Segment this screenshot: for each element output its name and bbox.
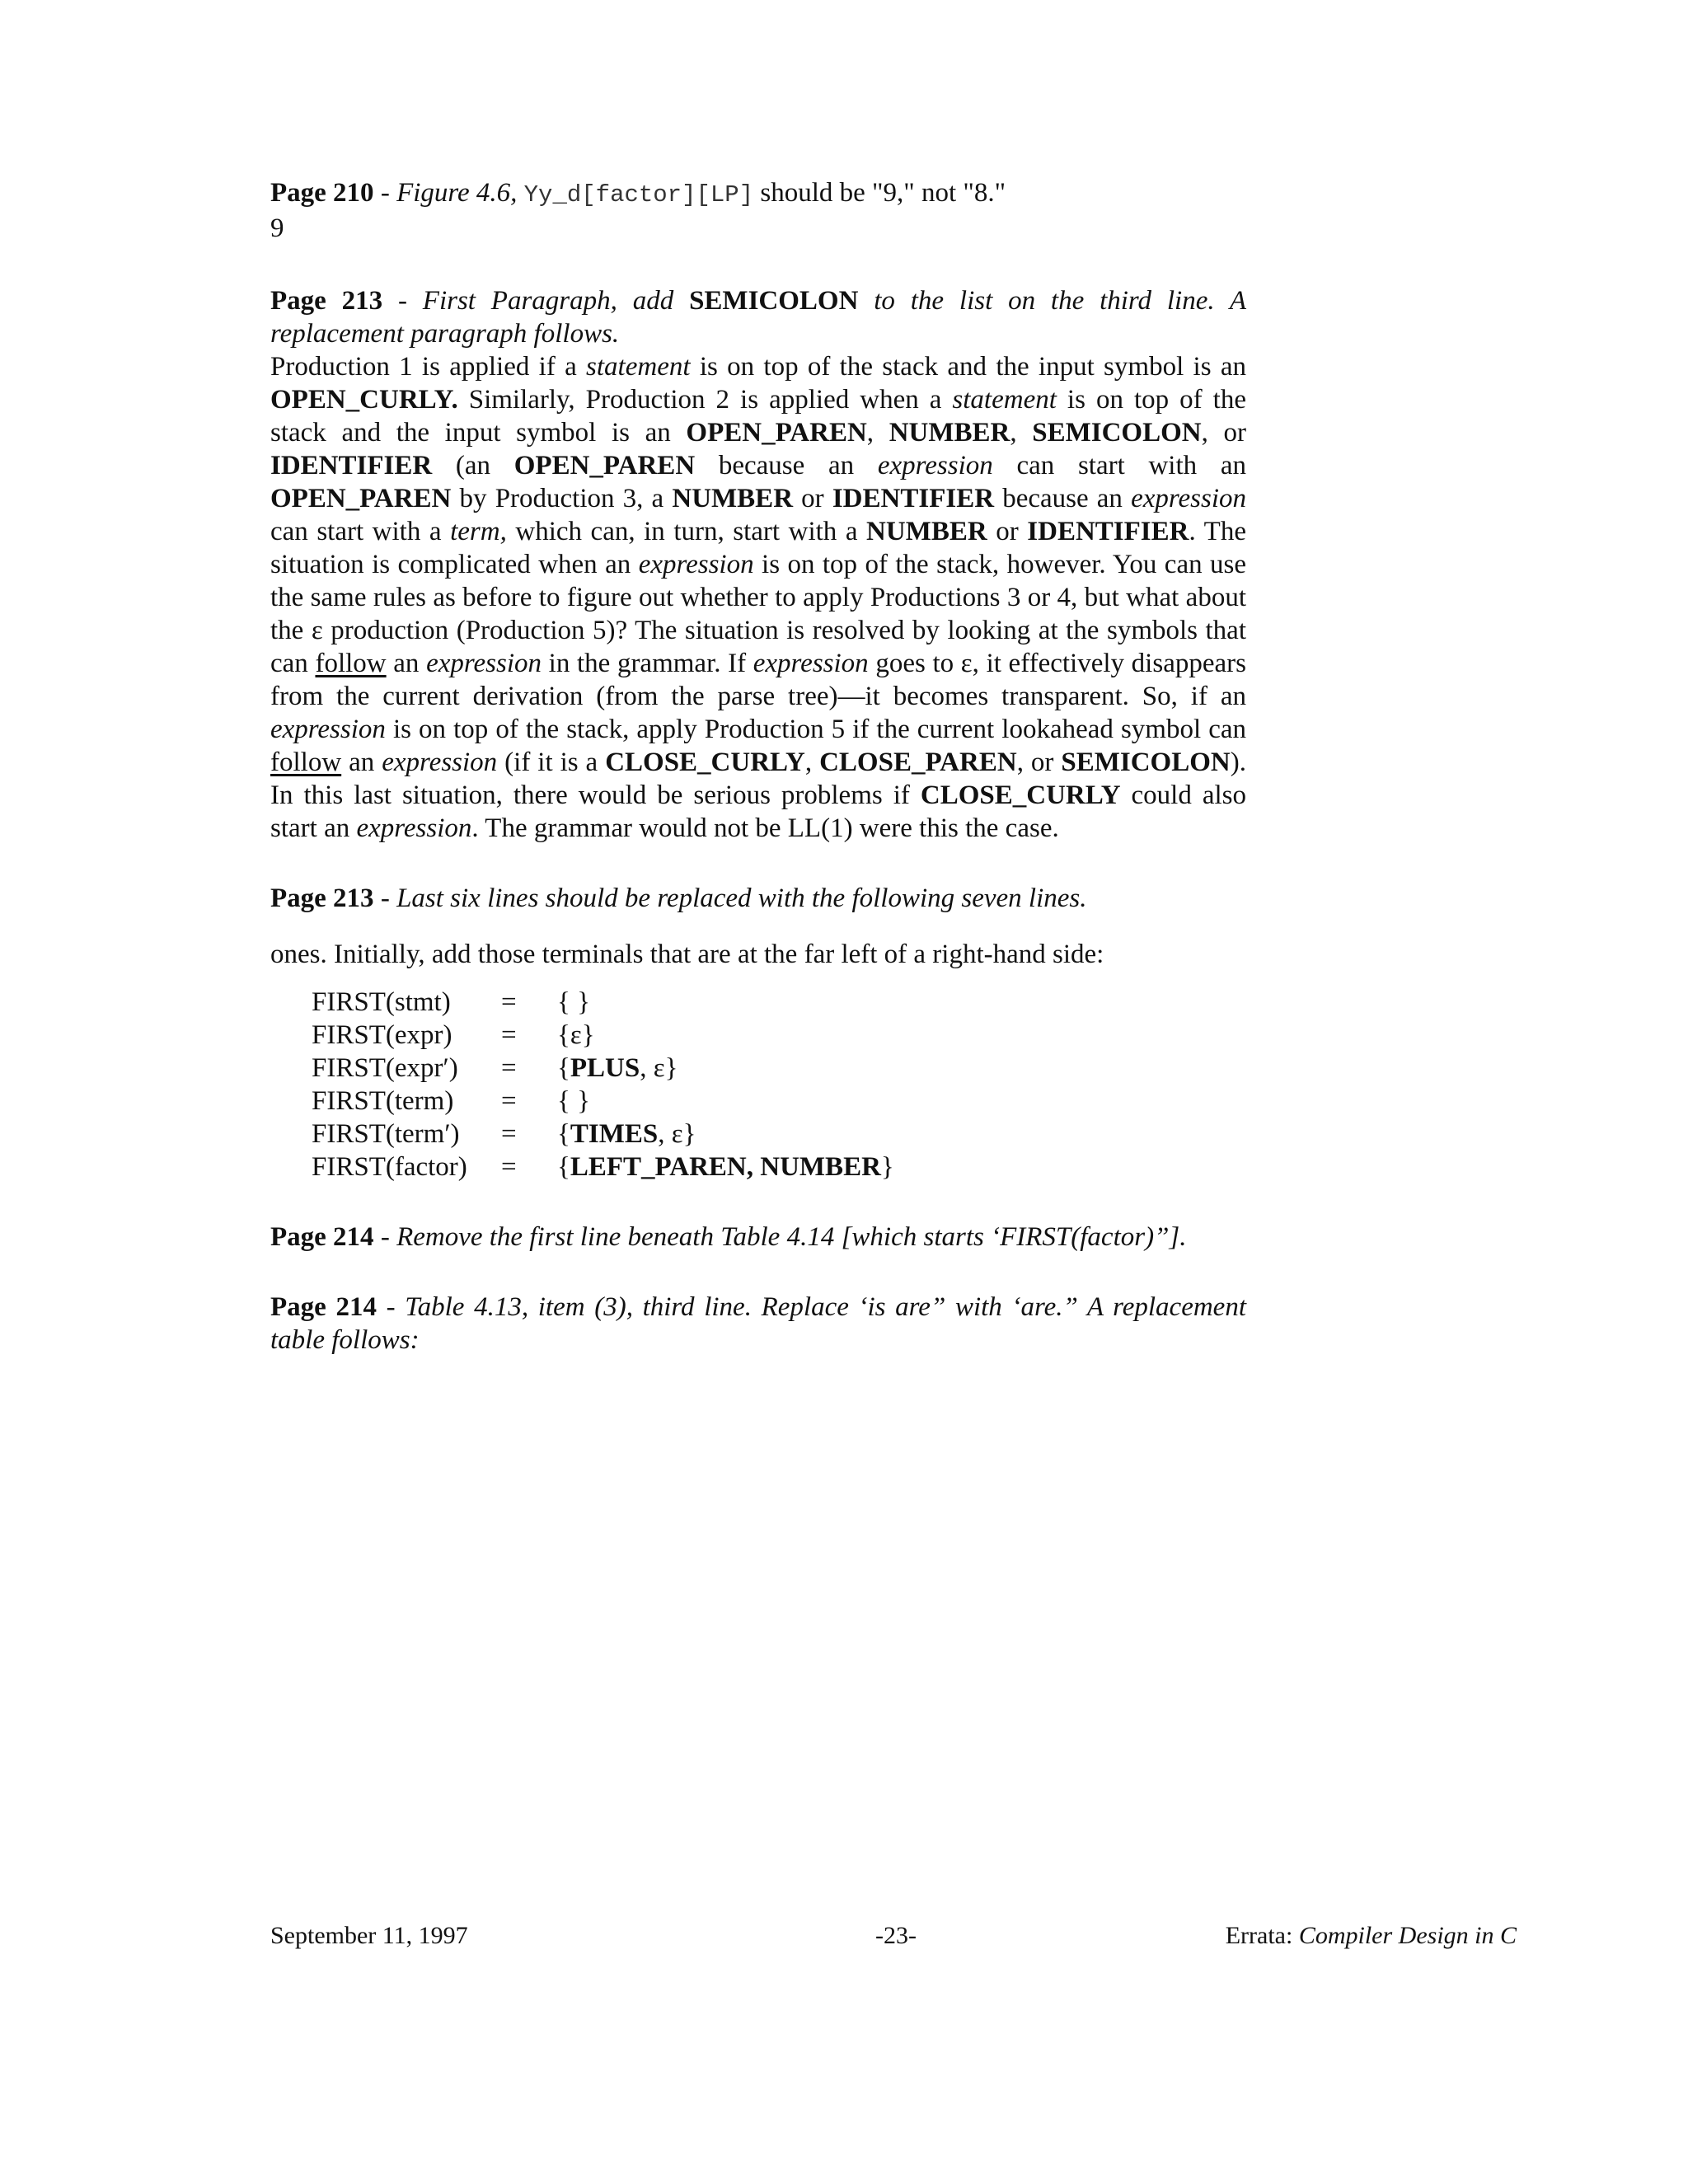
token-name: SEMICOLON (1032, 418, 1202, 448)
first-set-lhs: FIRST(factor) (312, 1152, 467, 1182)
first-set-table (312, 986, 894, 1183)
brace-open: { (557, 1119, 570, 1149)
equals-sign: = (501, 1086, 517, 1116)
entry-heading (270, 176, 1246, 212)
token-name: IDENTIFIER (1027, 517, 1189, 546)
equals-sign: = (501, 1053, 517, 1083)
brace-close: } (570, 1086, 590, 1116)
brace-close: } (581, 1020, 595, 1050)
text-run: , or (1016, 748, 1062, 777)
text-run: Production 1 is applied if a (270, 352, 587, 382)
italic-term: expression (382, 748, 498, 777)
token-name: NUMBER (866, 517, 987, 546)
italic-term: statement (586, 352, 691, 382)
first-set-row (312, 986, 894, 1019)
entry-heading (270, 284, 1246, 350)
brace-close: } (570, 987, 590, 1017)
first-set-lhs: FIRST(term) (312, 1086, 454, 1116)
errata-entry-page-214-table (270, 1291, 1246, 1357)
first-set-value (557, 986, 894, 1019)
equals-sign: = (501, 987, 517, 1017)
set-member: , ε (658, 1119, 683, 1149)
instruction-text: to the list on the third line. A replacement paragraph follows. (270, 286, 1246, 349)
instruction-text: Last six lines should be replaced with the following seven lines. (396, 883, 1087, 913)
text-run: , (804, 748, 820, 777)
page-reference: Page 214 (270, 1222, 374, 1252)
italic-term: expression (1131, 484, 1246, 513)
brace-open: { (557, 1086, 570, 1116)
text-run: because an (994, 484, 1132, 513)
first-set-row (312, 1052, 894, 1085)
first-set-value (557, 1052, 894, 1085)
brace-open: { (557, 1053, 570, 1083)
brace-close: } (880, 1152, 894, 1182)
token-name: LEFT_PAREN, NUMBER (570, 1152, 881, 1182)
page-reference: Page 210 (270, 178, 374, 208)
separator-dash: - (382, 286, 423, 316)
text-run: an (386, 649, 427, 678)
brace-open: { (557, 1152, 570, 1182)
text-run: is on top of the stack and the input symbol is an (690, 352, 1246, 382)
first-set-lhs: FIRST(expr) (312, 1020, 452, 1050)
token-name: NUMBER (672, 484, 794, 513)
first-set-row (312, 1085, 894, 1118)
instruction-text: Remove the first line beneath Table 4.14 [which starts ‘FIRST(factor)”]. (396, 1222, 1187, 1252)
first-set-row (312, 1118, 894, 1151)
token-name: CLOSE_PAREN (819, 748, 1017, 777)
correction-value: 9 (270, 213, 284, 243)
underlined-term: follow (315, 649, 387, 678)
text-run: is on top of the stack and the input symbol is an (270, 385, 1246, 448)
separator-dash: - (373, 1222, 397, 1252)
keyword: SEMICOLON (689, 286, 859, 316)
footer-title (1226, 1922, 1517, 1950)
text-run: is on top of the stack, however. You can use the same rules as before to figure out whether to apply Productions 3 or 4, but what about the ε production (Production 5)? The situation is resolved by looking at the symbols that can (270, 550, 1247, 678)
text-run: (an (432, 451, 514, 480)
separator-dash: - (376, 1292, 406, 1322)
entry-heading (270, 882, 1246, 915)
text-run: , (866, 418, 889, 448)
text-run: . The grammar would not be LL(1) were this the case. (471, 813, 1059, 843)
text-run: ). In this last situation, there would be serious problems if (270, 748, 1246, 810)
instruction-text: Table 4.13, item (3), third line. Replace ‘is are” with ‘are.” A replacement table follows: (270, 1292, 1246, 1355)
equals-sign: = (501, 1119, 517, 1149)
brace-open: { (557, 987, 570, 1017)
errata-content (270, 176, 1246, 1357)
text-run: can start with an (992, 451, 1246, 480)
first-set-row (312, 1151, 894, 1183)
text-run: is on top of the stack, apply Production 5 if the current lookahead symbol can (385, 715, 1246, 744)
text-run: by Production 3, a (451, 484, 673, 513)
text-run: could also start an (270, 780, 1246, 843)
first-set-value (557, 1085, 894, 1118)
token-name: PLUS (570, 1053, 640, 1083)
set-member: , ε (640, 1053, 665, 1083)
footer-page-number: -23- (875, 1922, 917, 1949)
text-run: or (987, 517, 1028, 546)
page-reference: Page 213 (270, 286, 383, 316)
figure-reference: Figure 4.6, (396, 178, 518, 208)
token-name: OPEN_CURLY. (270, 385, 458, 415)
token-name: IDENTIFIER (832, 484, 995, 513)
first-set-value (557, 1151, 894, 1183)
token-name: SEMICOLON (1061, 748, 1231, 777)
equals-sign: = (501, 1020, 517, 1050)
token-name: OPEN_PAREN (686, 418, 867, 448)
first-set-row (312, 1019, 894, 1052)
first-set-lhs: FIRST(stmt) (312, 987, 451, 1017)
first-set-lhs: FIRST(expr′) (312, 1053, 458, 1083)
errata-entry-page-214-first-line (270, 1221, 1246, 1254)
first-set-value (557, 1118, 894, 1151)
token-name: TIMES (570, 1119, 659, 1149)
book-title: Compiler Design in C (1298, 1922, 1517, 1949)
brace-open: {ε (557, 1020, 582, 1050)
brace-close: } (682, 1119, 696, 1149)
entry-heading (270, 1221, 1246, 1254)
separator-dash: - (373, 178, 397, 208)
token-name: IDENTIFIER (270, 451, 433, 480)
entry-heading (270, 1291, 1246, 1357)
italic-term: expression (638, 550, 754, 579)
separator-dash: - (373, 883, 397, 913)
first-set-lhs: FIRST(term′) (312, 1119, 460, 1149)
footer-date: September 11, 1997 (270, 1922, 468, 1949)
text-run: or (793, 484, 832, 513)
code-identifier: Yy_d[factor][LP] (523, 181, 754, 209)
brace-close: } (664, 1053, 678, 1083)
text-run: which can, in turn, start with a (506, 517, 867, 546)
errata-entry-page-213-paragraph (270, 284, 1246, 845)
text-run: (if it is a (497, 748, 606, 777)
italic-term: term, (450, 517, 507, 546)
equals-sign: = (501, 1152, 517, 1182)
italic-term: expression (270, 715, 386, 744)
token-name: CLOSE_CURLY (920, 780, 1121, 810)
token-name: CLOSE_CURLY (605, 748, 805, 777)
text-run: , or (1201, 418, 1247, 448)
text-run: . The situation is complicated when an (270, 517, 1246, 579)
token-name: OPEN_PAREN (513, 451, 696, 480)
errata-entry-page-213-lines (270, 882, 1246, 1183)
correction-text: should be "9," not "8." (753, 178, 1006, 208)
token-name: NUMBER (889, 418, 1010, 448)
text-run: because an (695, 451, 878, 480)
text-run: in the grammar. If (542, 649, 753, 678)
errata-entry-page-210 (270, 176, 1246, 245)
page-reference: Page 213 (270, 883, 374, 913)
text-run: can start with a (270, 517, 451, 546)
token-name: OPEN_PAREN (270, 484, 452, 513)
errata-label: Errata: (1225, 1922, 1299, 1949)
page-reference: Page 214 (270, 1292, 377, 1322)
italic-term: expression (753, 649, 869, 678)
first-set-value (557, 1019, 894, 1052)
underlined-term: follow (270, 748, 342, 777)
text-run: Similarly, Production 2 is applied when a (457, 385, 953, 415)
italic-term: expression (426, 649, 542, 678)
text-run: goes to ε, it effectively disappears from the current derivation (from the parse tree)—it becomes transparent. So, if an (270, 649, 1246, 711)
page-footer (270, 1922, 1517, 1955)
italic-term: expression (356, 813, 472, 843)
text-run: , (1010, 418, 1033, 448)
text-run: an (341, 748, 382, 777)
italic-term: statement (952, 385, 1057, 415)
replacement-paragraph (270, 350, 1246, 845)
italic-term: expression (877, 451, 993, 480)
instruction-text: First Paragraph, add (422, 286, 690, 316)
replacement-intro-line: ones. Initially, add those terminals that are at the far left of a right-hand side: (270, 940, 1104, 969)
